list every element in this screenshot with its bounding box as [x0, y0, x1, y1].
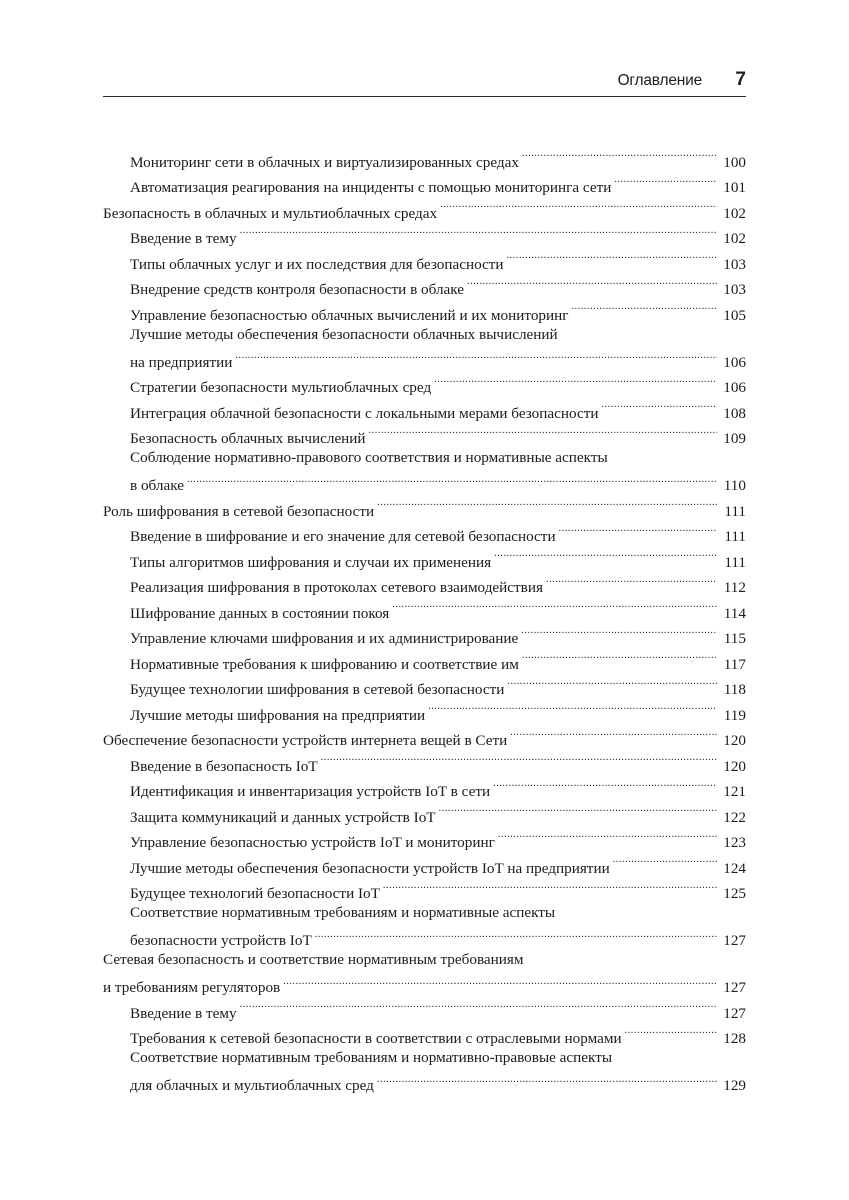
dot-leader — [494, 541, 717, 567]
dot-leader — [521, 618, 717, 644]
toc-entry-page: 127 — [723, 979, 746, 996]
toc-entry-page: 101 — [723, 179, 746, 196]
page-number: 7 — [735, 69, 746, 90]
toc-entry-title: Управление безопасностью облачных вычислений и их мониторинг — [130, 306, 569, 324]
toc-entry-title: Защита коммуникаций и данных устройств IoT — [130, 808, 436, 826]
toc-entry-line — [130, 141, 746, 171]
toc-entry-title-line: Лучшие методы обеспечения безопасности облачных вычислений — [130, 325, 558, 343]
toc-entry-line — [130, 643, 746, 673]
dot-leader — [439, 796, 717, 822]
toc-entry-line — [103, 490, 746, 520]
toc-entry-title: на предприятии — [130, 353, 233, 371]
dot-leader — [614, 167, 717, 193]
toc-entry-page: 129 — [723, 1077, 746, 1094]
toc-entry-page: 102 — [723, 204, 746, 222]
toc-entry-title: Шифрование данных в состоянии покоя — [130, 604, 390, 622]
toc-entry-page: 115 — [723, 630, 746, 647]
toc-entry-line — [130, 541, 746, 571]
toc-entry-title: безопасности устройств IoT — [130, 932, 312, 949]
toc-entry-page: 103 — [723, 255, 746, 273]
dot-leader — [601, 392, 717, 418]
dot-leader — [493, 771, 717, 797]
dot-leader — [572, 294, 718, 320]
toc-entry-page: 121 — [723, 783, 746, 800]
toc-subsection-entry — [103, 592, 746, 622]
toc-entry-title: Идентификация и инвентаризация устройств IoT в сети — [130, 783, 491, 800]
toc-section-entry — [103, 192, 746, 222]
toc-subsection-entry — [103, 320, 746, 371]
running-header-title: Оглавление — [617, 72, 702, 89]
toc-subsection-entry — [103, 141, 746, 171]
dot-leader — [559, 516, 717, 542]
dot-leader — [546, 567, 717, 593]
toc-entry-line — [130, 294, 746, 324]
dot-leader — [392, 592, 717, 618]
toc-entry-line — [130, 167, 746, 196]
toc-entry-title: Безопасность в облачных и мультиоблачных средах — [103, 204, 438, 222]
dot-leader — [235, 345, 717, 367]
toc-subsection-entry — [103, 796, 746, 826]
toc-entry-page: 119 — [723, 706, 746, 724]
toc-entry-page: 106 — [723, 379, 746, 396]
toc-subsection-entry — [103, 618, 746, 647]
toc-subsection-entry — [103, 516, 746, 545]
toc-subsection-entry — [103, 294, 746, 324]
toc-entry-line — [130, 1018, 746, 1047]
toc-subsection-entry — [103, 167, 746, 196]
dot-leader — [321, 745, 717, 771]
dot-leader — [507, 669, 717, 695]
toc-entry-page: 111 — [724, 502, 746, 520]
dot-leader — [467, 269, 717, 295]
toc-entry-line — [130, 269, 746, 298]
toc-entry-line — [103, 720, 746, 749]
toc-entry-title: Требования к сетевой безопасности в соответствии с отраслевыми нормами — [130, 1030, 622, 1047]
toc-entry-line — [130, 367, 746, 396]
toc-entry-page: 108 — [723, 404, 746, 422]
toc-subsection-entry — [103, 541, 746, 571]
toc-subsection-entry — [103, 418, 746, 447]
dot-leader — [434, 367, 717, 393]
toc-entry-title: Интеграция облачной безопасности с локальными мерами безопасности — [130, 404, 599, 422]
toc-entry-title: для облачных и мультиоблачных сред — [130, 1077, 374, 1094]
toc-entry-title: Автоматизация реагирования на инциденты с помощью мониторинга сети — [130, 179, 612, 196]
toc-entry-page: 127 — [723, 932, 746, 949]
dot-leader — [240, 218, 717, 244]
toc-entry-title-line: Соответствие нормативным требованиям и нормативно-правовые аспекты — [130, 1049, 613, 1066]
toc-entry-line — [130, 873, 746, 902]
dot-leader — [315, 924, 717, 946]
toc-entry-title: Лучшие методы обеспечения безопасности устройств IoT на предприятии — [130, 859, 610, 877]
toc-subsection-entry — [103, 992, 746, 1022]
dot-leader — [440, 192, 717, 218]
toc-entry-line — [103, 192, 746, 222]
toc-entry-page: 111 — [724, 528, 746, 545]
toc-entry-title: Введение в тему — [130, 230, 237, 247]
toc-subsection-entry — [103, 243, 746, 273]
toc-entry-line — [130, 567, 746, 596]
toc-subsection-entry — [103, 392, 746, 422]
toc-entry-line — [130, 243, 746, 273]
toc-entry-page: 112 — [723, 579, 746, 596]
toc-entry-page: 124 — [723, 859, 746, 877]
toc-entry-title: Введение в тему — [130, 1004, 237, 1022]
toc-entry-page: 109 — [723, 430, 746, 447]
toc-entry-page: 127 — [723, 1004, 746, 1022]
toc-entry-title: Будущее технологий безопасности IoT — [130, 885, 380, 902]
toc-entry-page: 122 — [723, 808, 746, 826]
toc-entry-title: Управление безопасностью устройств IoT и мониторинг — [130, 834, 495, 851]
toc-subsection-entry — [103, 443, 746, 494]
toc-entry-line — [130, 516, 746, 545]
toc-entry-page: 103 — [723, 281, 746, 298]
toc-entry-title: Введение в безопасность IoT — [130, 757, 318, 775]
toc-entry-line — [130, 924, 746, 949]
toc-entry-page: 106 — [723, 353, 746, 371]
toc-subsection-entry — [103, 367, 746, 396]
toc-entry-title: Управление ключами шифрования и их администрирование — [130, 630, 519, 647]
dot-leader — [428, 694, 717, 720]
toc-subsection-entry — [103, 847, 746, 877]
toc-entry-title-line: Сетевая безопасность и соответствие нормативным требованиям — [103, 951, 524, 968]
toc-entry-line — [130, 618, 746, 647]
toc-entry-title: в облаке — [130, 477, 184, 494]
toc-entry-title: Стратегии безопасности мультиоблачных сред — [130, 379, 432, 396]
toc-entry-line — [130, 592, 746, 622]
toc-entry-title: Реализация шифрования в протоколах сетевого взаимодействия — [130, 579, 543, 596]
toc-entry-line — [130, 1069, 746, 1094]
toc-entry-line — [130, 771, 746, 800]
toc-entry-line — [130, 469, 746, 494]
running-header — [103, 67, 746, 97]
toc-entry-title-line: Соответствие нормативным требованиям и нормативные аспекты — [130, 904, 556, 921]
toc-entry-line — [130, 992, 746, 1022]
toc-subsection-entry — [103, 694, 746, 724]
toc-entry-line — [130, 694, 746, 724]
dot-leader — [613, 847, 717, 873]
toc-entry-page: 114 — [723, 604, 746, 622]
toc-entry-title: Мониторинг сети в облачных и виртуализированных средах — [130, 153, 519, 171]
dot-leader — [510, 720, 717, 746]
dot-leader — [522, 643, 717, 669]
toc-entry-line — [130, 796, 746, 826]
toc-subsection-entry — [103, 269, 746, 298]
dot-leader — [283, 971, 717, 993]
toc-entry-title: Внедрение средств контроля безопасности в облаке — [130, 281, 465, 298]
toc-entry-page: 128 — [723, 1030, 746, 1047]
toc-subsection-entry — [103, 771, 746, 800]
toc-entry-title: Роль шифрования в сетевой безопасности — [103, 502, 375, 520]
toc-entry-line — [103, 971, 746, 996]
toc-entry-title: Введение в шифрование и его значение для сетевой безопасности — [130, 528, 556, 545]
dot-leader — [369, 418, 717, 444]
toc-subsection-entry — [103, 567, 746, 596]
toc-entry-page: 125 — [723, 885, 746, 902]
toc-subsection-entry — [103, 1043, 746, 1094]
table-of-contents — [103, 141, 746, 1094]
toc-entry-title: Будущее технологии шифрования в сетевой безопасности — [130, 681, 505, 698]
toc-entry-line — [130, 392, 746, 422]
dot-leader — [522, 141, 717, 167]
toc-section-entry — [103, 945, 746, 996]
toc-subsection-entry — [103, 218, 746, 247]
toc-entry-line — [130, 218, 746, 247]
toc-entry-line — [130, 822, 746, 851]
dot-leader — [377, 490, 717, 516]
toc-entry-page: 111 — [724, 553, 746, 571]
toc-entry-page: 117 — [723, 655, 746, 673]
toc-entry-title: Нормативные требования к шифрованию и соответствие им — [130, 655, 519, 673]
toc-entry-title: Типы облачных услуг и их последствия для безопасности — [130, 255, 504, 273]
toc-entry-title: Обеспечение безопасности устройств интернета вещей в Сети — [103, 732, 508, 749]
toc-entry-page: 105 — [723, 306, 746, 324]
toc-entry-line — [130, 669, 746, 698]
toc-entry-line — [130, 418, 746, 447]
toc-entry-page: 118 — [723, 681, 746, 698]
dot-leader — [187, 469, 717, 491]
dot-leader — [377, 1069, 717, 1091]
toc-entry-line — [130, 345, 746, 371]
toc-entry-page: 110 — [723, 477, 746, 494]
toc-section-entry — [103, 720, 746, 749]
toc-entry-page: 102 — [723, 230, 746, 247]
toc-subsection-entry — [103, 873, 746, 902]
toc-subsection-entry — [103, 822, 746, 851]
toc-entry-title: Типы алгоритмов шифрования и случаи их применения — [130, 553, 492, 571]
toc-entry-page: 120 — [723, 732, 746, 749]
toc-subsection-entry — [103, 745, 746, 775]
toc-entry-line — [130, 847, 746, 877]
toc-subsection-entry — [103, 1018, 746, 1047]
toc-entry-line — [130, 745, 746, 775]
dot-leader — [507, 243, 717, 269]
dot-leader — [625, 1018, 717, 1044]
toc-entry-title-line: Соблюдение нормативно-правового соответствия и нормативные аспекты — [130, 449, 608, 466]
toc-subsection-entry — [103, 898, 746, 949]
dot-leader — [383, 873, 717, 899]
toc-entry-page: 120 — [723, 757, 746, 775]
toc-subsection-entry — [103, 643, 746, 673]
dot-leader — [240, 992, 717, 1018]
dot-leader — [498, 822, 717, 848]
toc-section-entry — [103, 490, 746, 520]
toc-entry-title: и требованиям регуляторов — [103, 979, 281, 996]
toc-subsection-entry — [103, 669, 746, 698]
toc-entry-title: Лучшие методы шифрования на предприятии — [130, 706, 426, 724]
toc-entry-page: 100 — [723, 153, 746, 171]
toc-entry-title: Безопасность облачных вычислений — [130, 430, 366, 447]
toc-entry-page: 123 — [723, 834, 746, 851]
